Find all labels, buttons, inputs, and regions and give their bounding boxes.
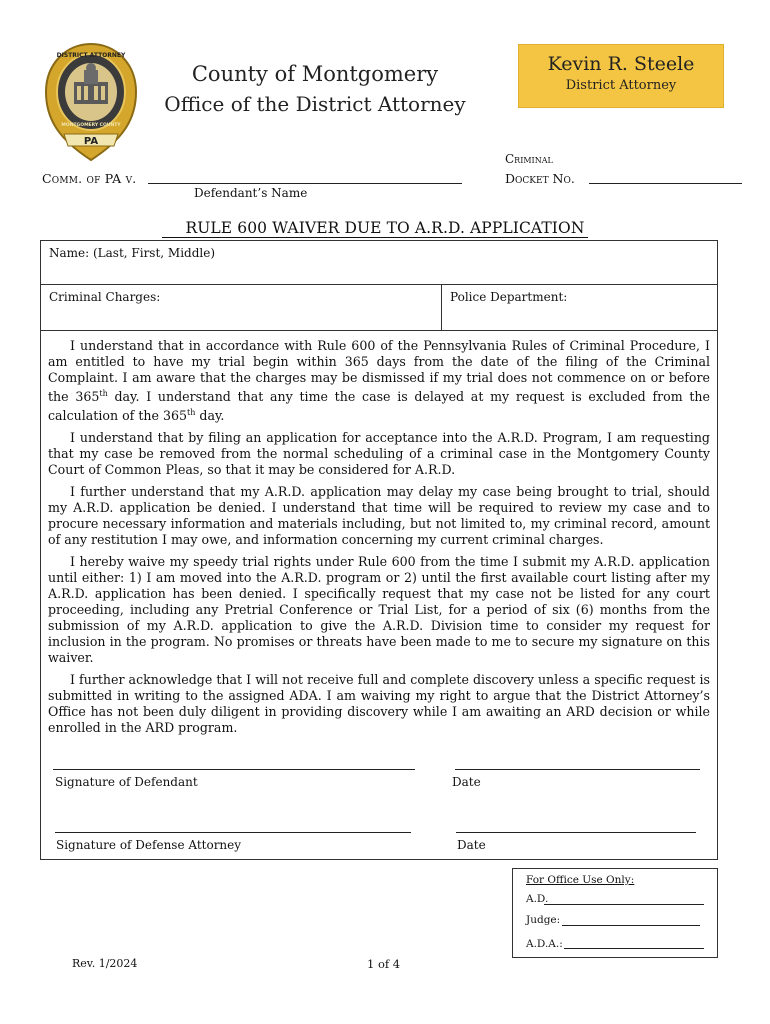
da-title: District Attorney (565, 78, 677, 93)
waiver-text (48, 338, 710, 742)
da-name: Kevin R. Steele (547, 53, 695, 75)
comm-label: Comm. of PA v. (42, 171, 137, 186)
paragraph-waiver: I hereby waive my speedy trial rights under Rule 600 from the time I submit my A.R.D. application until either: 1) I am moved into the A.R.D. program or 2) until the first available court listing after my A.R.D. application has been denied. I specifically request that my case not be listed for any court proceeding, including any Pretrial Conference or Trial List, for a period of six (6) months from the submission of my A.R.D. application to give the A.R.D. Division time to consider my request for inclusion in the program. No promises or threats have been made to me to secure my signature on this waiver. (48, 554, 710, 666)
district-attorney-box (518, 44, 724, 108)
office-heading: Office of the District Attorney (164, 92, 466, 116)
svg-text:MONTGOMERY COUNTY: MONTGOMERY COUNTY (61, 123, 121, 128)
office-judge-label: Judge: (526, 914, 561, 926)
police-department-field[interactable] (441, 284, 718, 331)
page-number: 1 of 4 (367, 957, 401, 971)
defendant-date-field[interactable] (455, 769, 700, 770)
form-title: RULE 600 WAIVER DUE TO A.R.D. APPLICATION (185, 219, 585, 237)
office-ada-field[interactable] (564, 948, 704, 949)
paragraph-discovery: I further acknowledge that I will not receive full and complete discovery unless a specific request is submitted in writing to the assigned ADA. I am waiving my right to argue that the District Attorney’s Office has not been duly diligent in providing discovery while I am awaiting an ARD decision or while enrolled in the ARD program. (48, 672, 710, 736)
police-department-label: Police Department: (450, 290, 568, 304)
office-ad-label: A.D. (526, 893, 549, 905)
title-underline (162, 237, 588, 238)
docket-label: Docket No. (505, 171, 575, 186)
district-attorney-badge-logo (44, 42, 138, 162)
name-label: Name: (Last, First, Middle) (49, 246, 216, 260)
defendant-name-label: Defendant’s Name (194, 186, 308, 200)
criminal-charges-label: Criminal Charges: (49, 290, 161, 304)
attorney-signature-label: Signature of Defense Attorney (56, 838, 242, 852)
attorney-date-field[interactable] (456, 832, 696, 833)
criminal-label: Criminal (505, 152, 553, 166)
docket-number-field[interactable] (589, 183, 742, 184)
office-use-title: For Office Use Only: (526, 874, 635, 886)
svg-text:PA: PA (83, 136, 99, 147)
paragraph-delay: I further understand that my A.R.D. application may delay my case being brought to trial, should my A.R.D. application be denied. I understand that time will be required to review my case and to procure necessary information and materials including, but not limited to, my criminal record, amount of any restitution I may owe, and information concerning my current criminal charges. (48, 484, 710, 548)
defendant-date-label: Date (452, 775, 481, 789)
defendant-signature-field[interactable] (53, 769, 415, 770)
name-field[interactable] (40, 240, 718, 285)
county-heading: County of Montgomery (191, 62, 439, 86)
office-ad-field[interactable] (544, 904, 704, 905)
attorney-signature-field[interactable] (55, 832, 411, 833)
paragraph-ard-application: I understand that by filing an application for acceptance into the A.R.D. Program, I am requesting that my case be removed from the normal scheduling of a criminal case in the Montgomery County Court of Common Pleas, so that it may be considered for A.R.D. (48, 430, 710, 478)
defendant-name-field[interactable] (148, 183, 462, 184)
svg-text:DISTRICT ATTORNEY: DISTRICT ATTORNEY (56, 52, 126, 59)
defendant-signature-label: Signature of Defendant (55, 775, 198, 789)
criminal-charges-field[interactable] (40, 284, 442, 331)
paragraph-rule-600: I understand that in accordance with Rule 600 of the Pennsylvania Rules of Criminal Procedure, I am entitled to have my trial begin within 365 days from the date of the filing of the Criminal Complaint. I am aware that the charges may be dismissed if my trial does not commence on or before the 365th day. I understand that any time the case is delayed at my request is excluded from the calculation of the 365th day. (48, 338, 710, 424)
attorney-date-label: Date (457, 838, 486, 852)
office-ada-label: A.D.A.: (526, 938, 563, 950)
office-judge-field[interactable] (562, 925, 700, 926)
revision-label: Rev. 1/2024 (72, 957, 138, 970)
